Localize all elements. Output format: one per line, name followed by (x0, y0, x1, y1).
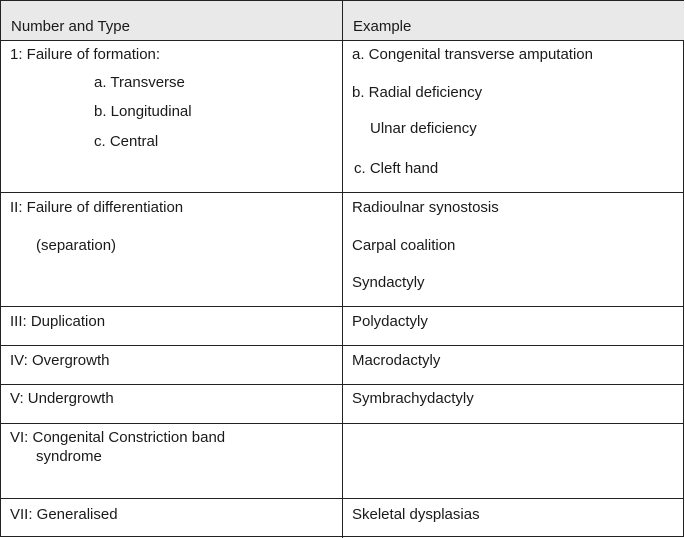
row1-type-sub-b: b. Longitudinal (94, 103, 192, 120)
row3-example: Polydactyly (352, 313, 428, 330)
row7-type: VII: Generalised (10, 506, 118, 523)
row1-example-a: a. Congenital transverse amputation (352, 46, 593, 63)
column-divider (342, 1, 343, 538)
row4-type: IV: Overgrowth (10, 352, 110, 369)
row1-example-c: c. Cleft hand (354, 160, 439, 177)
row1-type-sub-a: a. Transverse (94, 74, 185, 91)
header-example: Example (353, 18, 412, 35)
row2-example-2: Carpal coalition (352, 237, 456, 254)
row5-example: Symbrachydactyly (352, 390, 474, 407)
row6-type-cont: syndrome (36, 448, 102, 465)
row2-example-1: Radioulnar synostosis (352, 199, 499, 216)
row1-example-b2: Ulnar deficiency (370, 120, 477, 137)
row4-example: Macrodactyly (352, 352, 441, 369)
row7-example: Skeletal dysplasias (352, 506, 480, 523)
row2-type: II: Failure of differentiation (10, 199, 184, 216)
row6-type: VI: Congenital Constriction band (10, 429, 226, 446)
row1-type-sub-c: c. Central (94, 133, 159, 150)
row1-example-b: b. Radial deficiency (352, 84, 483, 101)
header-number-and-type: Number and Type (11, 18, 130, 35)
row2-type-cont: (separation) (36, 237, 117, 254)
row5-type: V: Undergrowth (10, 390, 114, 407)
row2-example-3: Syndactyly (352, 274, 425, 291)
row1-type-heading: 1: Failure of formation: (10, 46, 161, 63)
row3-type: III: Duplication (10, 313, 106, 330)
